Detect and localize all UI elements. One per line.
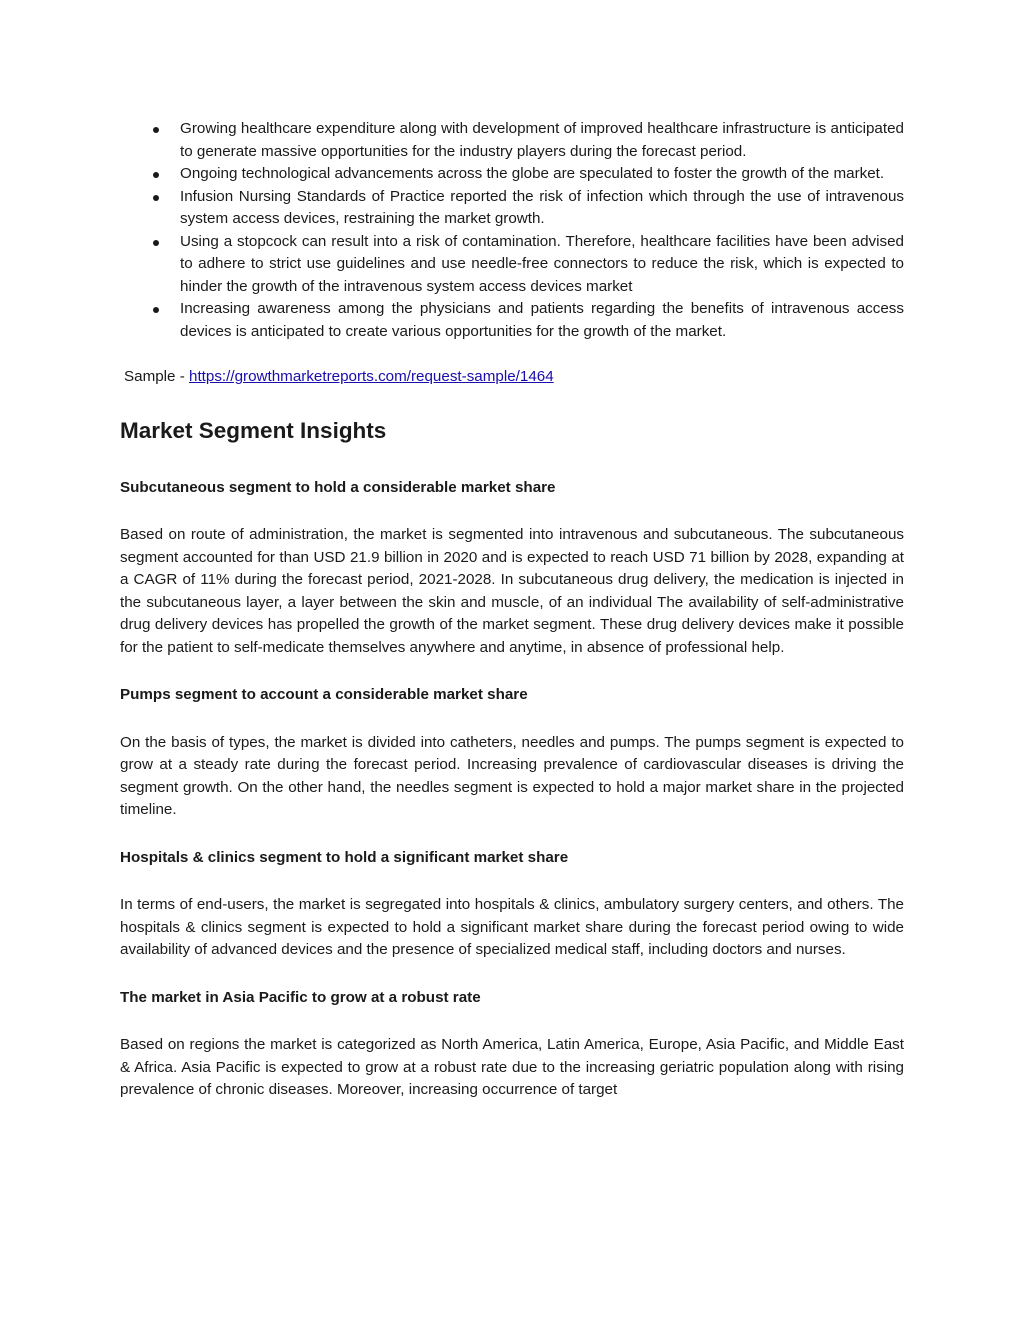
bullet-text: Increasing awareness among the physicians and patients regarding the benefits of intravenous access devices is anticipated to create various opportunities for the growth of the market. [180,300,904,340]
document-page [120,118,904,1102]
segment-heading-subcutaneous: Subcutaneous segment to hold a considerable market share [120,478,556,496]
bullet-item [120,163,904,186]
section-title: Market Segment Insights [120,417,387,443]
sample-label: Sample - [124,368,189,385]
segment-body-pumps: On the basis of types, the market is divided into catheters, needles and pumps. The pumps segment is expected to grow at a steady rate during the forecast period. Increasing prevalence of cardiovascular diseases is driving the segment growth. On the other hand, the needles segment is expected to hold a major market share in the projected timeline. [120,733,904,818]
segment-body-hospitals: In terms of end-users, the market is segregated into hospitals & clinics, ambulatory surgery centers, and others. The hospitals & clinics segment is expected to hold a significant market share during the forecast period owing to wide availability of advanced devices and the presence of specialized medical staff, including doctors and nurses. [120,896,904,958]
segment-heading-pumps: Pumps segment to account a considerable market share [120,686,528,703]
bullet-icon [153,240,159,246]
segment-body-subcutaneous: Based on route of administration, the market is segmented into intravenous and subcutaneous. The subcutaneous segment accounted for than USD 21.9 billion in 2020 and is expected to reach USD 71 billion by 2028, expanding at a CAGR of 11% during the forecast period, 2021-2028. In subcutaneous drug delivery, the medication is injected in the subcutaneous layer, a layer between the skin and muscle, of an individual The availability of self-administrative drug delivery devices has propelled the growth of the market segment. These drug delivery devices make it possible for the patient to self-medicate themselves anywhere and anytime, in absence of professional help. [120,526,904,656]
segment-heading-asia-pacific: The market in Asia Pacific to grow at a robust rate [120,988,481,1006]
bullet-list [120,118,904,343]
bullet-item [120,186,904,231]
bullet-icon [153,307,159,313]
bullet-text: Growing healthcare expenditure along with development of improved healthcare infrastructure is anticipated to generate massive opportunities for the industry players during the forecast period. [180,120,904,160]
bullet-text: Using a stopcock can result into a risk of contamination. Therefore, healthcare facilities have been advised to adhere to strict use guidelines and use needle-free connectors to reduce the risk, which is expected to hinder the growth of the intravenous system access devices market [180,232,904,295]
bullet-item [120,231,904,299]
bullet-item [120,298,904,343]
sample-line [120,366,904,389]
sample-link[interactable]: https://growthmarketreports.com/request-sample/1464 [189,368,554,385]
bullet-icon [153,172,159,178]
bullet-text: Infusion Nursing Standards of Practice reported the risk of infection which through the use of intravenous system access devices, restraining the market growth. [180,187,904,227]
bullet-icon [153,195,159,201]
segment-body-asia-pacific: Based on regions the market is categorized as North America, Latin America, Europe, Asia Pacific, and Middle East & Africa. Asia Pacific is expected to grow at a robust rate due to the increasing geriatric population along with rising prevalence of chronic diseases. Moreover, increasing occurrence of target [120,1036,904,1098]
segment-heading-hospitals: Hospitals & clinics segment to hold a significant market share [120,848,569,866]
bullet-text: Ongoing technological advancements across the globe are speculated to foster the growth of the market. [180,165,885,182]
bullet-icon [153,127,159,133]
bullet-item [120,118,904,163]
